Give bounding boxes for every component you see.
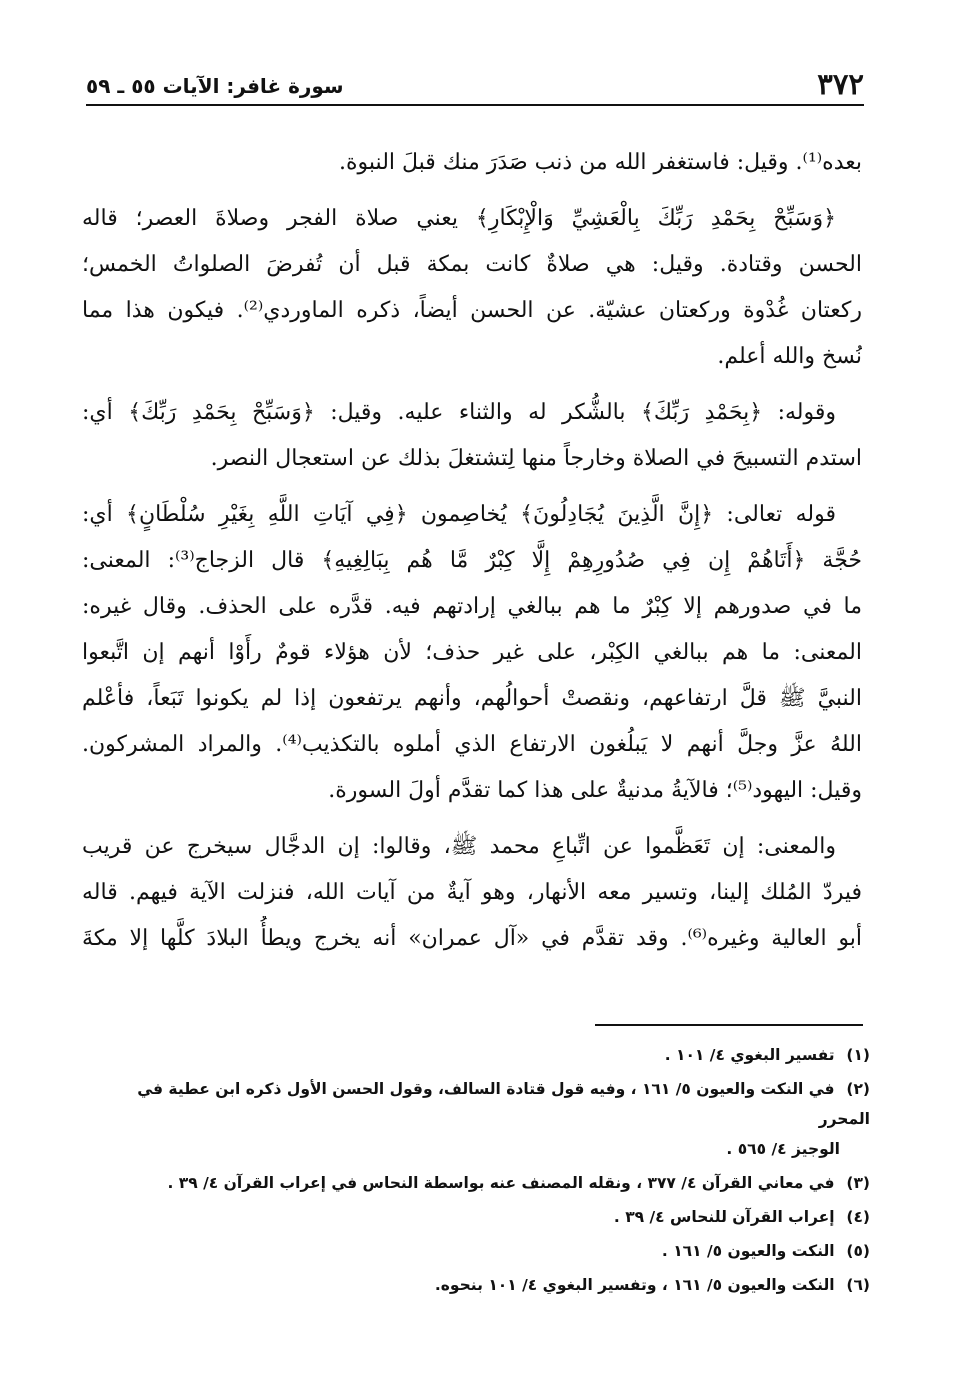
text-line: بعده⁽¹⁾. وقيل: فاستغفر الله من ذنب صَدَرَ منك قبلَ النبوة. [339, 150, 862, 175]
page-number: ٣٧٢ [817, 67, 864, 101]
text-line: ﴿وَسَبِّحْ بِحَمْدِ رَبِّكَ بِالْعَشِيِّ وَالْإِبْكَارِ﴾ يعني صلاة الفجر وصلاةَ العصر؛ قاله [82, 206, 836, 231]
footnote-3 [94, 1168, 870, 1198]
text-line: قوله تعالى: ﴿إِنَّ الَّذِينَ يُجَادِلُونَ﴾ يُخاصِمون ﴿فِي آيَاتِ اللَّهِ بِغَيْرِ سُلْطَانٍ﴾ أي: [82, 502, 836, 527]
footnote-number: (٥) [846, 1242, 870, 1260]
paragraph-4 [82, 492, 862, 814]
footnote-text: تفسير البغوي ٤/ ١٠١ . [664, 1046, 835, 1064]
paragraph-2 [82, 196, 862, 380]
footnote-1 [94, 1040, 870, 1070]
footnote-6 [94, 1270, 870, 1300]
text-line: وقوله: ﴿بِحَمْدِ رَبِّكَ﴾ بالشُّكر له والثناء عليه. وقيل: ﴿وَسَبِّحْ بِحَمْدِ رَبِّكَ﴾ أي: [82, 400, 836, 425]
text-line: استدم التسبيحَ في الصلاة وخارجاً منها لِتشتغلَ بذلك عن استعجال النصر. [210, 446, 862, 471]
text-line: ركعتان غُدْوة وركعتان عشيّة. عن الحسن أيضاً، ذكره الماوردي⁽²⁾. فيكون هذا مما [82, 298, 862, 323]
footnote-divider [595, 1024, 863, 1026]
footnote-number: (٤) [846, 1208, 870, 1226]
running-title: سورة غافر: الآيات ٥٥ ـ ٥٩ [86, 74, 344, 98]
footnote-number: (٣) [846, 1174, 870, 1192]
footnote-5 [94, 1236, 870, 1266]
footnote-2 [94, 1074, 870, 1164]
text-line: ما في صدورهم إلا كِبْرٌ ما هم ببالغي إرادتهم فيه. قدَّره على الحذف. وقال غيره: [82, 594, 862, 619]
text-line: حُجَّة ﴿أَتَاهُمْ إِن فِي صُدُورِهِمْ إِلَّا كِبْرٌ مَّا هُم بِبَالِغِيهِ﴾ قال الزجاج⁽³⁾: المعنى: [82, 548, 862, 573]
footnote-number: (٦) [846, 1276, 870, 1294]
page-header [86, 66, 864, 106]
paragraph-1 [82, 140, 862, 186]
footnote-text: النكت والعيون ٥/ ١٦١ ، وتفسير البغوي ٤/ ١٠١ بنحوه. [434, 1276, 835, 1294]
text-line: فيردّ المُلك إلينا، وتسير معه الأنهار، وهو آيةٌ من آيات الله، فنزلت الآية فيهم. قاله [82, 880, 862, 905]
footnotes [94, 1040, 870, 1304]
footnote-text: في معاني القرآن ٤/ ٣٧٧ ، ونقله المصنف عنه بواسطة النحاس في إعراب القرآن ٤/ ٣٩ . [167, 1174, 835, 1192]
paragraph-5 [82, 824, 862, 962]
footnote-text: النكت والعيون ٥/ ١٦١ . [661, 1242, 835, 1260]
footnote-number: (١) [846, 1046, 870, 1064]
footnote-continuation: الوجيز ٤/ ٥٦٥ . [726, 1140, 840, 1158]
footnote-number: (٢) [846, 1080, 870, 1098]
text-line: النبيَّ ﷺ قلَّ ارتفاعهم، ونقصتْ أحوالُهم، وأنهم يرتفعون إذا لم يكونوا تَبَعاً، فأعْلم [82, 686, 862, 711]
text-line: اللهُ عزَّ وجلَّ أنهم لا يَبلُغون الارتفاع الذي أملوه بالتكذيب⁽⁴⁾. والمراد المشركون. [82, 732, 862, 757]
text-line: والمعنى: إن تَعَظَّموا عن اتِّباعِ محمد ﷺ، وقالوا: إن الدجَّال سيخرج عن قريب [82, 834, 836, 859]
footnote-4 [94, 1202, 870, 1232]
text-line: نُسخ والله أعلم. [717, 344, 862, 369]
main-text [82, 140, 862, 962]
footnote-text: إعراب القرآن للنحاس ٤/ ٣٩ . [613, 1208, 835, 1226]
paragraph-3 [82, 390, 862, 482]
text-line: وقيل: اليهود⁽⁵⁾؛ فالآيةُ مدنيةٌ على هذا كما تقدَّم أولَ السورة. [328, 778, 862, 803]
footnote-text: في النكت والعيون ٥/ ١٦١ ، وفيه قول قتادة السالف، وقول الحسن الأول ذكره ابن عطية في المحرر [137, 1080, 870, 1128]
text-line: الحسن وقتادة. وقيل: هي صلاةٌ كانت بمكة قبل أن تُفرضَ الصلواتُ الخمس؛ [82, 252, 862, 277]
text-line: المعنى: ما هم ببالغي الكِبْر، على غير حذف؛ لأن هؤلاء قومٌ رأَوْا أنهم إن اتَّبعوا [82, 640, 862, 665]
text-line: أبو العالية وغيره⁽⁶⁾. وقد تقدَّم في «آل عمران» أنه يخرج ويطأُ البلادَ كلَّها إلا مكةَ [82, 926, 862, 951]
